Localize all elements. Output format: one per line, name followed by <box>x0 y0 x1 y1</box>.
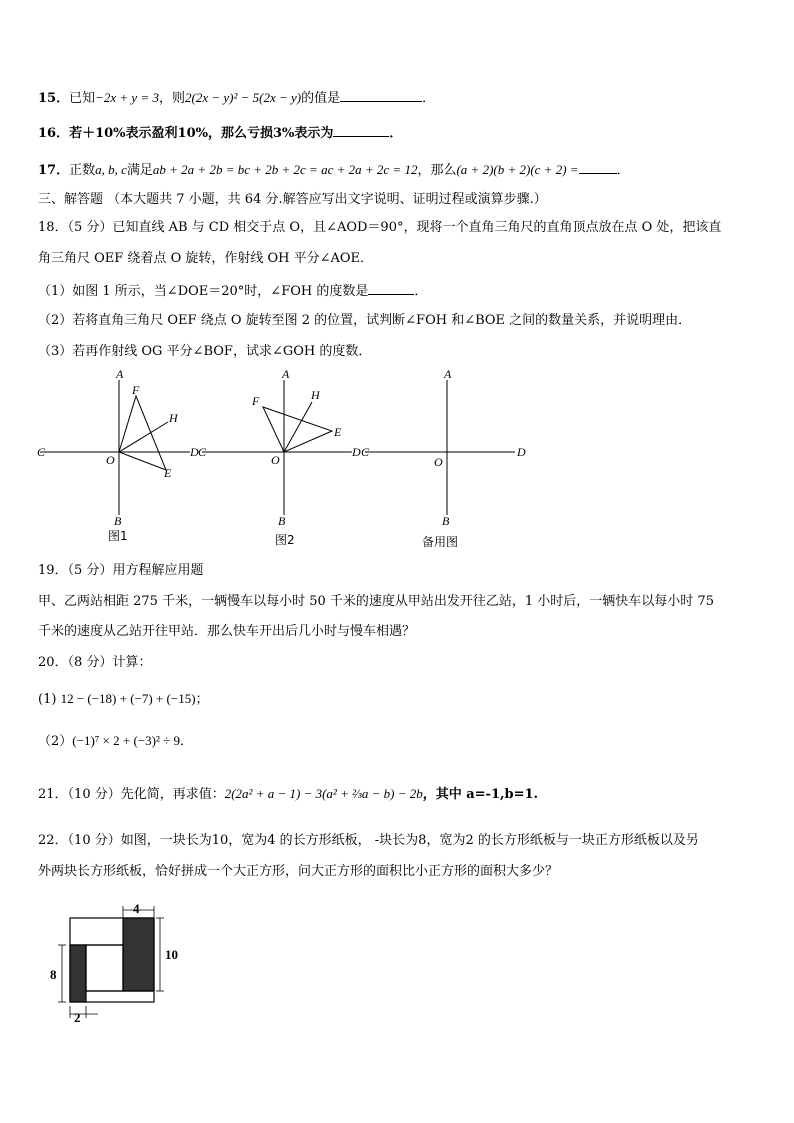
question-16 <box>38 122 402 144</box>
q15-answer-blank[interactable] <box>340 87 422 102</box>
q17-answer-blank[interactable] <box>579 159 617 174</box>
q18-part1-end: ． <box>414 284 428 299</box>
rect-10x4 <box>123 918 154 991</box>
q20-part1-end: ； <box>195 692 209 707</box>
fig1-caption: 图1 <box>108 529 128 543</box>
fig2-caption: 图2 <box>275 533 295 547</box>
fig1-label-b: B <box>114 514 122 528</box>
q18-line1: 18．（5 分）已知直线 AB 与 CD 相交于点 O，且∠AOD＝90°，现将一个直角三角尺的直角顶点放在点 O 处，把该直 <box>38 220 722 235</box>
q15-pre: 已知 <box>69 91 96 106</box>
fig1-label-h: H <box>169 411 178 425</box>
fig2-label-f: F <box>252 394 260 408</box>
q18-part1-text: （1）如图 1 所示，当∠DOE＝20°时，∠FOH 的度数是 <box>38 284 369 299</box>
q17-end: ． <box>616 163 630 178</box>
question-17 <box>38 159 630 181</box>
q21-title: 21．（10 分）先化简，再求值： <box>38 787 225 802</box>
q20-part1-number: (1) <box>38 692 57 707</box>
fig3-label-d: D <box>517 445 526 459</box>
question-15 <box>38 87 435 109</box>
dim-label-right: 10 <box>165 947 178 962</box>
q18-part1 <box>38 280 427 302</box>
q15-mid: ，则 <box>158 91 185 106</box>
fig2-label-c: C <box>198 445 207 459</box>
q18-part2: （2）若将直角三角尺 OEF 绕点 O 旋转至图 2 的位置，试判断∠FOH 和∠BOE 之间的数量关系，并说明理由． <box>38 313 692 328</box>
fig3-caption: 备用图 <box>422 535 459 549</box>
q16-end: ． <box>389 126 403 141</box>
section-3-heading: 三、解答题 （本大题共 7 小题，共 64 分.解答应写出文字说明、证明过程或演算步骤.） <box>38 192 547 207</box>
fig2-label-a: A <box>282 367 290 381</box>
fig1-triangle-oef <box>119 396 166 470</box>
q20-part2-number: （2） <box>38 734 73 749</box>
q19-line1: 甲、乙两站相距 275 千米，一辆慢车以每小时 50 千米的速度从甲站出发开往乙站，1 小时后，一辆快车以每小时 75 <box>38 594 714 609</box>
fig3-label-o: O <box>434 455 443 469</box>
q16-text: 若＋10%表示盈利10%，那么亏损3%表示为 <box>69 126 334 141</box>
q18-answer-blank[interactable] <box>368 280 414 295</box>
q19-title: 19．（5 分）用方程解应用题 <box>38 563 204 578</box>
fig3-label-b: B <box>442 514 450 528</box>
dim-label-left: 8 <box>50 967 57 982</box>
q20-part2-end: ． <box>180 734 194 749</box>
q17-mid: 满足 <box>126 163 153 178</box>
dim-label-bottom: 2 <box>74 1010 81 1024</box>
q17-vars: a, b, c <box>95 162 127 177</box>
q22-line1: 22．（10 分）如图，一块长为10，宽为4 的长方形纸板， -块长为8，宽为2 的长方形纸板与一块正方形纸板以及另 <box>38 833 699 848</box>
q17-condition: ab + 2a + 2b = bc + 2b + 2c = ac + 2a + 2c = 12 <box>152 162 418 177</box>
q20-part2 <box>38 731 193 752</box>
fig3-label-c: C <box>361 445 370 459</box>
q20-part1-expr: 12 − (−18) + (−7) + (−15) <box>60 691 196 706</box>
fig2-ray-oh <box>284 402 312 452</box>
q21-expression: 2(2a² + a − 1) − 3(a² + ⅔a − b) − 2b <box>224 786 423 801</box>
small-square <box>86 945 123 991</box>
fig2-label-o: O <box>271 453 280 467</box>
q16-answer-blank[interactable] <box>333 122 389 137</box>
fig2-label-b: B <box>278 514 286 528</box>
fig1-label-f: F <box>132 383 140 397</box>
rect-8x2 <box>70 945 86 1002</box>
fig3-label-a: A <box>444 367 452 381</box>
q17-pre: 正数 <box>69 163 96 178</box>
q17-number: 17． <box>38 163 70 178</box>
q22-line2: 外两块长方形纸板，恰好拼成一个大正方形，问大正方形的面积比小正方形的面积大多少？ <box>38 864 559 879</box>
fig2-label-e: E <box>334 425 342 439</box>
q17-expression: (a + 2)(b + 2)(c + 2) = <box>456 162 579 177</box>
q15-post: 的值是 <box>301 91 341 106</box>
q18-line2: 角三角尺 OEF 绕着点 O 旋转，作射线 OH 平分∠AOE． <box>38 251 374 266</box>
q19-line2: 千米的速度从乙站开往甲站．那么快车开出后几小时与慢车相遇？ <box>38 624 416 639</box>
q16-number: 16． <box>38 126 70 141</box>
fig1-label-a: A <box>116 367 124 381</box>
q17-post: ，那么 <box>417 163 457 178</box>
q15-end: ． <box>422 91 436 106</box>
q21-post: ，其中 a=-1,b=1. <box>422 787 539 802</box>
dim-label-top: 4 <box>133 902 140 916</box>
q18-figures <box>30 365 540 555</box>
q22-figure <box>50 902 190 1024</box>
q20-part1 <box>38 689 209 710</box>
fig1-label-o: O <box>106 453 115 467</box>
fig1-label-d: D <box>190 445 199 459</box>
q21 <box>38 784 538 805</box>
fig2-triangle-oef <box>263 407 332 452</box>
q15-condition: −2x + y = 3 <box>95 90 159 105</box>
q15-expression: 2(2x − y)² − 5(2x − y) <box>184 90 302 105</box>
fig1-label-e: E <box>164 466 172 480</box>
q20-title: 20．（8 分）计算： <box>38 655 152 670</box>
q15-number: 15． <box>38 91 70 106</box>
q20-part2-expr: (−1)⁷ × 2 + (−3)² ÷ 9 <box>72 733 180 748</box>
fig1-label-c: C <box>37 445 46 459</box>
q18-part3: （3）若再作射线 OG 平分∠BOF，试求∠GOH 的度数． <box>38 344 372 359</box>
fig2-label-h: H <box>311 388 320 402</box>
fig2-label-d: D <box>352 445 361 459</box>
